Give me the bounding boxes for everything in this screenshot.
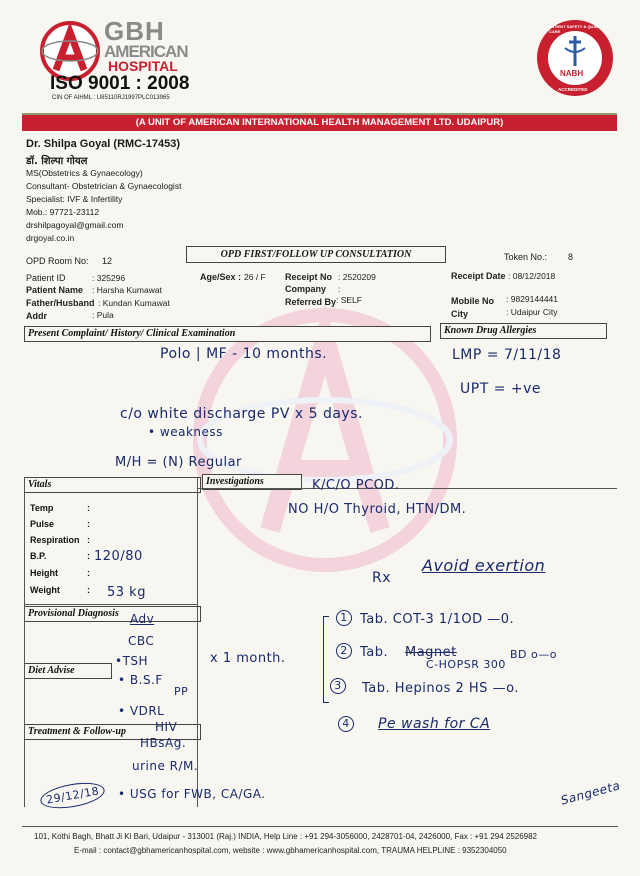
- brand-american: AMERICAN: [104, 42, 188, 61]
- lmp-note: LMP = 7/11/18: [452, 347, 562, 363]
- patient-id-label: Patient ID: [26, 273, 66, 283]
- doctor-mobile: Mob.: 97721-23112: [26, 207, 100, 217]
- city-label: City: [451, 309, 469, 319]
- receipt-date-label: Receipt Date: [451, 271, 506, 281]
- bp-colon: :: [87, 551, 90, 561]
- opd-room-value: 12: [102, 256, 113, 266]
- token-label: Token No.:: [504, 252, 548, 262]
- diagnosis-section-header: Provisional Diagnosis: [24, 606, 201, 622]
- company-label: Company: [285, 284, 327, 294]
- investigations-rule: [197, 488, 617, 489]
- pulse-colon: :: [87, 519, 90, 529]
- watermark-logo: [190, 300, 460, 580]
- iso-certification: ISO 9001 : 2008: [50, 73, 190, 94]
- complaint-section-header: Present Complaint/ History/ Clinical Examination: [24, 326, 431, 342]
- height-label: Height: [30, 568, 58, 578]
- med-2-struck: Magnet: [405, 645, 457, 660]
- med-2-dose: BD o—o: [510, 648, 557, 661]
- investigations-section-header: Investigations: [202, 474, 302, 490]
- pulse-label: Pulse: [30, 519, 55, 529]
- follow-up-date: 29/12/18: [38, 778, 106, 812]
- med-1: Tab. COT-3 1/1OD —0.: [360, 612, 515, 627]
- patient-name-value: : Harsha Kumawat: [92, 285, 162, 295]
- vitals-section-header: Vitals: [24, 477, 201, 493]
- weight-colon: :: [87, 585, 90, 595]
- med-2: Tab.: [360, 645, 389, 660]
- unit-banner: [22, 113, 617, 131]
- address-value: : Pula: [92, 310, 114, 320]
- respiration-colon: :: [87, 535, 90, 545]
- patient-name-label: Patient Name: [26, 285, 84, 295]
- agesex-label: Age/Sex :: [200, 272, 242, 282]
- test-vdrl: • VDRL: [118, 704, 165, 718]
- doctor-degree: MS(Obstetrics & Gynaecology): [26, 168, 143, 178]
- address-label: Addr: [26, 311, 47, 321]
- nabh-seal: [535, 18, 615, 98]
- opd-room-label: OPD Room No:: [26, 256, 89, 266]
- mobile-value: : 9829144441: [506, 294, 558, 304]
- temp-colon: :: [87, 503, 90, 513]
- test-urine: urine R/M.: [132, 759, 199, 773]
- weight-label: Weight: [30, 585, 60, 595]
- rx-bracket: [323, 616, 329, 703]
- referred-value: : SELF: [336, 295, 362, 305]
- city-value: : Udaipur City: [506, 307, 558, 317]
- unit-banner-text: (A UNIT OF AMERICAN INTERNATIONAL HEALTH MANAGEMENT LTD. UDAIPUR): [135, 117, 504, 128]
- footer-contact: E-mail : contact@gbhamericanhospital.com, website : www.gbhamericanhospital.com, TRAUMA HELPLINE : 9352304050: [74, 846, 507, 855]
- referred-label: Referred By: [285, 297, 337, 307]
- doctor-specialist: Specialist: IVF & Infertility: [26, 194, 123, 204]
- med-3-number: 3: [330, 678, 346, 694]
- doctor-role: Consultant- Obstetrician & Gynaecologist: [26, 181, 182, 191]
- father-label: Father/Husband: [26, 298, 95, 308]
- doctor-email: drshilpagoyal@gmail.com: [26, 220, 124, 230]
- test-hiv: HIV: [155, 720, 178, 734]
- cin-number: CIN OF AIHML : U85110RJ1997PLC013965: [52, 95, 170, 101]
- test-cbc: CBC: [128, 634, 155, 648]
- form-title: OPD FIRST/FOLLOW UP CONSULTATION: [186, 246, 446, 263]
- receipt-date-value: : 08/12/2018: [508, 271, 556, 281]
- father-value: : Kundan Kumawat: [98, 298, 170, 308]
- test-bsf: • B.S.F: [118, 673, 163, 687]
- duration-note: x 1 month.: [210, 651, 286, 666]
- med-1-number: 1: [336, 610, 352, 626]
- adv-note: Adv: [130, 612, 155, 626]
- upt-note: UPT = +ve: [460, 381, 542, 397]
- diet-section-header: Diet Advise: [24, 663, 112, 679]
- temp-label: Temp: [30, 503, 54, 513]
- test-usg: • USG for FWB, CA/GA.: [118, 787, 266, 801]
- vitals-bottom-rule: [24, 604, 198, 605]
- footer-address: 101, Kothi Bagh, Bhatt Ji Ki Bari, Udaipur - 313001 (Raj.) INDIA, Help Line : +91 294-3056000, 2428701-04, 2426000, Fax : +91 294 2526982: [34, 832, 538, 841]
- bp-label: B.P.: [30, 551, 47, 561]
- patient-id-value: : 325296: [92, 273, 126, 283]
- med-3: Tab. Hepinos 2 HS —o.: [362, 681, 519, 696]
- doctor-signature: Sangeeta: [559, 778, 622, 808]
- treatment-section-header: Treatment & Follow-up: [24, 724, 201, 740]
- test-hbsag: HBsAg.: [140, 736, 187, 750]
- med-4-number: 4: [338, 716, 354, 732]
- advice-avoid-exertion: Avoid exertion: [422, 556, 546, 575]
- menstrual-history: M/H = (N) Regular: [115, 455, 242, 470]
- med-2-number: 2: [336, 643, 352, 659]
- allergies-section-header: Known Drug Allergies: [440, 323, 607, 339]
- doctor-name-hindi: डॉ. शिल्पा गोयल: [26, 156, 88, 167]
- receipt-label: Receipt No: [285, 272, 333, 282]
- footer-rule: [22, 826, 618, 827]
- agesex-value: 26 / F: [244, 272, 266, 282]
- mobile-label: Mobile No: [451, 296, 494, 306]
- doctor-name: Dr. Shilpa Goyal (RMC-17453): [26, 138, 181, 150]
- complaint-line-1: Polo | MF - 10 months.: [160, 346, 328, 362]
- receipt-value: : 2520209: [338, 272, 376, 282]
- nabh-accredited: ACCREDITED: [558, 87, 588, 92]
- test-bsf-pp: PP: [174, 685, 189, 698]
- vitals-divider: [197, 477, 198, 807]
- nabh-ring-text: PATIENT SAFETY & QUALITY OF CARE: [549, 24, 612, 34]
- bp-value: 120/80: [94, 549, 143, 564]
- nabh-label: NABH: [560, 69, 584, 78]
- investigation-line-2: NO H/O Thyroid, HTN/DM.: [288, 502, 467, 517]
- left-rule: [24, 477, 25, 807]
- height-colon: :: [87, 568, 90, 578]
- investigation-line-1: K/C/O PCOD.: [312, 478, 400, 493]
- rx-symbol: Rx: [372, 570, 392, 586]
- weight-value: 53 kg: [107, 585, 146, 600]
- brand-hospital: HOSPITAL: [108, 58, 178, 74]
- med-2-alternate: C-HOPSR 300: [426, 658, 506, 671]
- company-value: :: [338, 284, 341, 294]
- token-value: 8: [568, 252, 574, 262]
- complaint-line-2: c/o white discharge PV x 5 days.: [120, 406, 363, 422]
- complaint-line-3: • weakness: [148, 425, 223, 439]
- doctor-website: drgoyal.co.in: [26, 233, 75, 243]
- test-tsh: •TSH: [115, 654, 149, 668]
- respiration-label: Respiration: [30, 535, 80, 545]
- med-4: Pe wash for CA: [378, 716, 491, 732]
- brand-gbh: GBH: [104, 16, 165, 46]
